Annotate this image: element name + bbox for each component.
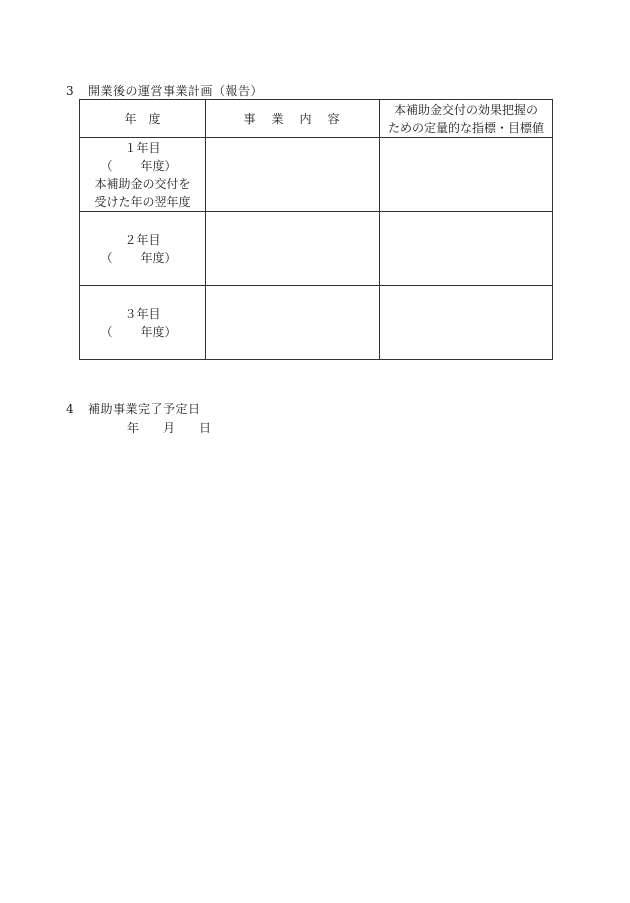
header-year-label: 年 度 [124,111,161,126]
date-day-label: 日 [199,421,212,435]
year2-paren-text: 年度） [140,250,177,265]
year2-content-cell[interactable] [206,212,380,286]
year3-content-cell[interactable] [206,286,380,360]
year2-label: ２年目 [124,232,161,247]
year1-content-cell[interactable] [206,138,380,212]
year1-paren-text: 年度） [140,158,177,173]
year2-fiscal [80,249,205,267]
header-indicator-line2: ための定量的な指標・目標値 [387,120,544,135]
header-year [80,100,206,138]
year1-indicator-cell[interactable] [380,138,553,212]
table-header-row [80,100,553,138]
year3-indicator-cell[interactable] [380,286,553,360]
year3-paren-text: 年度） [140,324,177,339]
year1-note-line2: 受けた年の翌年度 [94,194,191,209]
year3-cell [80,286,206,360]
year3-paren-open: （ [100,324,113,339]
operation-plan-table [79,99,553,360]
table-row-year2 [80,212,553,286]
section-3-heading [66,82,263,99]
year3-label: ３年目 [124,306,161,321]
section-3-title: 開業後の運営事業計画（報告） [88,84,264,98]
year1-label: １年目 [124,140,161,155]
section-3-number: 3 [66,84,75,98]
header-indicator [380,100,553,138]
header-content [206,100,380,138]
section-4-heading [66,400,201,417]
date-month-label: 月 [163,421,176,435]
table-row-year1 [80,138,553,212]
date-year-label: 年 [127,421,140,435]
year2-cell [80,212,206,286]
year3-fiscal [80,323,205,341]
year2-indicator-cell[interactable] [380,212,553,286]
section-4-number: 4 [66,402,75,416]
year2-paren-open: （ [100,250,113,265]
table-row-year3 [80,286,553,360]
section-4-title: 補助事業完了予定日 [88,402,201,416]
year1-fiscal [80,157,205,175]
year1-note-line1: 本補助金の交付を [94,176,191,191]
year1-paren-open: （ [100,158,113,173]
header-content-label: 事 業 内 容 [243,111,342,126]
year1-cell [80,138,206,212]
completion-date-line [127,419,211,436]
header-indicator-line1: 本補助金交付の効果把握の [393,102,538,117]
